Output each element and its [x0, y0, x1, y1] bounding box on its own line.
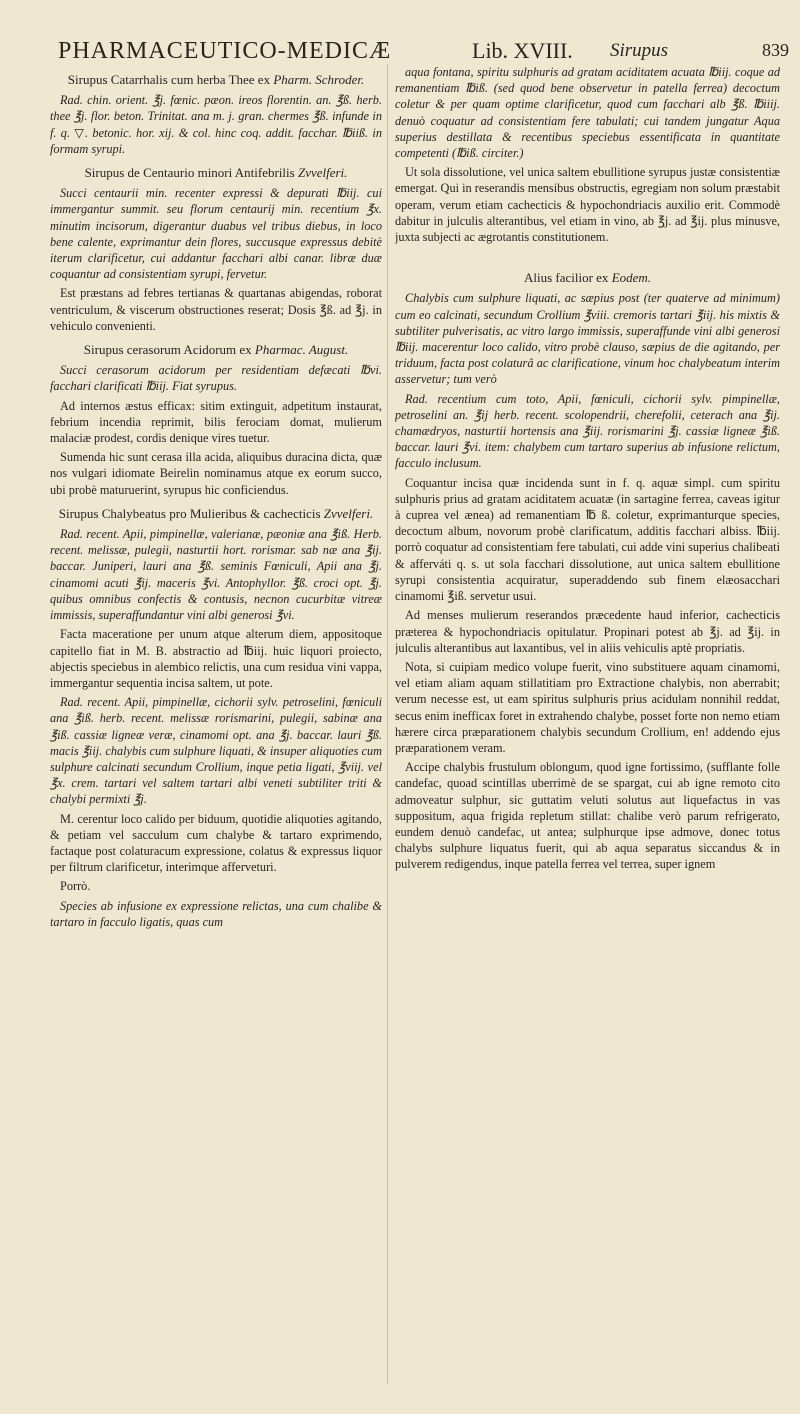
left-column — [50, 64, 382, 1394]
paragraph: Porrò. — [60, 879, 91, 894]
recipe-prescription: Rad. recentium cum toto, Apii, fœniculi, cichorii sylv. pimpinellæ, petroselini an. ℥ij herb. recent. scolopendrii, cherefolii, ceterach ana ℥ij. chamædryos, nasturtii hortensis ana ℥iij. rorismarini ℥j. cassiæ ligneæ ℥iß. baccar. lauri ℥vi. item: chalybem cum tartaro superius ab infusione relictum, facculo inclusum. — [395, 391, 780, 471]
recipe-prescription: Succi cerasorum acidorum per residentiam defæcati ℔vi. facchari clarificati ℔iij. Fiat syrupus. — [50, 363, 382, 394]
recipe-heading: Sirupus cerasorum Acidorum ex Pharmac. August. — [83, 342, 349, 358]
recipe-heading: Alius facilior ex Eodem. — [523, 270, 652, 286]
two-column-text — [50, 64, 780, 1404]
section-title: Sirupus — [610, 40, 669, 61]
recipe-prescription: Chalybis cum sulphure liquati, ac sæpius post (ter quaterve ad minimum) cum eo calcinati, secundum Crollium ℥viii. cremoris tartari ℥iij. his mixtis & subtiliter pulverisatis, ac vitro largo immissis, superaffunde vini albi generosi ℔iij. macerentur loco calido, vitro probè clauso, sæpius de die agitando, per triduum, facta post colaturâ ac clarificatione, vinum hoc chalybeatum interim asservetur; tum verò — [395, 291, 780, 387]
paragraph: M. cerentur loco calido per biduum, quotidie aliquoties agitando, & petiam vel sacculum cum chalybe & tartaro exprimendo, factaque post colaturacum expressione, colatus & expressus liquor per filtrum clarificetur, interimque afferveturi. — [50, 811, 382, 875]
book-number: Lib. XVIII. — [472, 38, 573, 63]
paragraph: Ad menses mulierum reserandos præcedente haud inferior, cachecticis præterea & hypochondriacis opitulatur. Propinari potest ab ℥j. ad ℥ij. in julculis alterantibus aut laxantibus, vel in aliis vehiculis aptè propriatis. — [395, 608, 780, 655]
paragraph: Nota, si cuipiam medico volupe fuerit, vino substituere aquam cinamomi, vel etiam aliam aquam stillatitiam pro Extractione chalybis, non aberrabit; verum necesse est, ut eam spiritus sulphuris prius acidulam nonnihil reddat, secus enim inefficax foret in extrahendo chalybe, posset forte non nemo etiam hærere circa præparationem chalybis secundum Crollium, en! addendo ejus præparationem veram. — [395, 659, 780, 755]
paragraph: Facta maceratione per unum atque alterum diem, appositoque capitello fiat in M. B. abstractio ad ℔iij. huic liquori proiecto, abjectis speciebus in alembico relictis, una cum residua vini vappa, immergantur sequentia incisa saltem, ut pote. — [50, 627, 382, 690]
page-header — [50, 20, 789, 64]
recipe-heading: Sirupus de Centaurio minori Antifebrilis Zvvelferi. — [84, 165, 348, 181]
paragraph: Ut sola dissolutione, vel unica saltem ebullitione syrupus justæ consistentiæ emergat. Qui in reserandis mensibus obstructis, egregiam non solum præstabit operam, verum etiam cachecticis & hypochondriacis auxilio erit. Commodè dabitur in julculis alterantibus, vel etiam in vino, ab ℥j. ad ℥ij. plus minusve, juxta subjecti ac ægrotantis constitutionem. — [395, 165, 780, 245]
recipe-prescription: Rad. recent. Apii, pimpinellæ, valerianæ, pæoniæ ana ℥iß. Herb. recent. melissæ, pulegii, nasturtii hort. rorismar. sab næ ana ℥ij. baccar. Juniperi, lauri ana ℥ß. seminis Fœniculi, Apii ana ℥j. cinamomi acuti ℥ij. maceris ℥vi. Antophyllor. ℥ß. croci opt. ℥j. quibus omnibus confectis & contusis, necnon cucurbitæ vitreæ immissis, superaffundantur vini albi generosi ℥vi. — [50, 527, 382, 623]
right-column — [395, 64, 780, 1394]
recipe-heading: Sirupus Chalybeatus pro Mulieribus & cachecticis Zvvelferi. — [58, 505, 374, 521]
paragraph: Est præstans ad febres tertianas & quartanas abigendas, roborat ventriculum, & viscerum obstructiones reserat; Dosis ℥ß. ad ℥j. in vehiculo convenienti. — [50, 286, 382, 333]
recipe-prescription: Rad. chin. orient. ℥j. fœnic. pæon. ireos florentin. an. ℥ß. herb. thee ℥j. flor. beton. Trinitat. ana m. j. gran. chermes ℥ß. infunde in f. q. ▽. betonic. hor. xij. & col. hinc coq. addit. facchar. ℔iiß. in formam syrupi. — [50, 93, 382, 156]
paragraph: Ad internos æstus efficax: sitim extinguit, adpetitum instaurat, febrium incendia reprimit, bilis ferociam domat, mulierum malaciæ prodest, cordis denique vires tuetur. — [50, 398, 382, 446]
recipe-prescription: Succi centaurii min. recenter expressi & depurati ℔iij. cui immergantur summit. seu florum centaurij min. recentium ℥x. minutim incisorum, digerantur duabus vel tribus diebus, in loco bene calente, exprimantur dein flores, succusque expressus debitè iterum clarificetur, cui addantur facchari albi canar. libræ duæ coquantur ad consistentiam syrupi, fervetur. — [50, 186, 382, 282]
running-title: PHARMACEUTICO-MEDICÆ — [58, 38, 392, 64]
page-number: 839 — [762, 40, 789, 60]
paragraph: Coquantur incisa quæ incidenda sunt in f. q. aquæ simpl. cum spiritu sulphuris prius ad gratam aciditatem acuatæ (in sartagine ferrea, caveas igitur à cuprea vel ænea) ad remanentiam ℔ ß. coletur, exprimanturque species, decoctum album, novorum probè clarificatum, additis facchari albiss. ℔iij. porrò coquatur ad consistentiam fere tabulati, cui adde vini superius chalibeati & afferváti q. s. ut sola facchari dissolutione, aut unica saltem ebullitione syrupi consistentia acquiratur, superaddendo sub finem elæosacchari cinamomi ℥iß. servetur usui. — [395, 475, 780, 604]
column-divider — [387, 64, 388, 1384]
paragraph: Accipe chalybis frustulum oblongum, quod igne fortissimo, (sufflante folle candefac, quoad scintillas uberrimè de se spargat, cui ab igne remoto cito admoveatur sulphur, sic guttatim veluti solutus aut liquefactus in vas suppositum, aqua frigida repletum stillat: chalibe verò parum refrigerato, eundem denuò candefac, ut antea; sulphurque ipse admove, donec totus chalybs sulphure liquatus fuerit, qui ab aqua separatus siccandus & in pulverem redigendus, inque patella ferrea vel terrea, super ignem — [395, 760, 780, 872]
recipe-prescription: Rad. recent. Apii, pimpinellæ, cichorii sylv. petroselini, fœniculi ana ℥iß. herb. recent. melissæ rorismarini, pulegii, sabinæ ana ℥iß. cassiæ ligneæ veræ, cinamomi opt. ana ℥j. baccar. lauri ℥ß. macis ℥iij. chalybis cum sulphure liquati, & insuper aliquoties cum sulphure calcinati secundum Crollium, inque petia ligati, ℥viij. vel ℥x. crem. tartari vel saltem tartari albi veneti subtiliter triti & chalybi permixti ℥j. — [50, 695, 382, 807]
spacer — [395, 248, 780, 262]
recipe-prescription: aqua fontana, spiritu sulphuris ad gratam aciditatem acuata ℔iij. coque ad remanentiam ℔iß. (sed quod bene observetur in patella ferrea) decoctum coletur & per quam optime clarificetur, quod cum facchari alb ℥ß. ℔iiij. denuò coquatur ad consistentiam fere tabulati; cui tandem jungatur Aqua superius destillata & recentibus speciebus essentificata in quantitate competenti (℔iß. circiter.) — [395, 65, 780, 161]
paragraph: Sumenda hic sunt cerasa illa acida, aliquibus duracina dicta, quæ nos vulgari idiomate Beirelin nominamus atque ex eorum succo, ubi probè maturuerint, syrupus hic conficiendus. — [50, 450, 382, 497]
recipe-prescription: Species ab infusione ex expressione relictas, una cum chalibe & tartaro in facculo ligatis, quas cum — [50, 898, 382, 929]
recipe-heading: Sirupus Catarrhalis cum herba Thee ex Pharm. Schroder. — [67, 72, 365, 87]
